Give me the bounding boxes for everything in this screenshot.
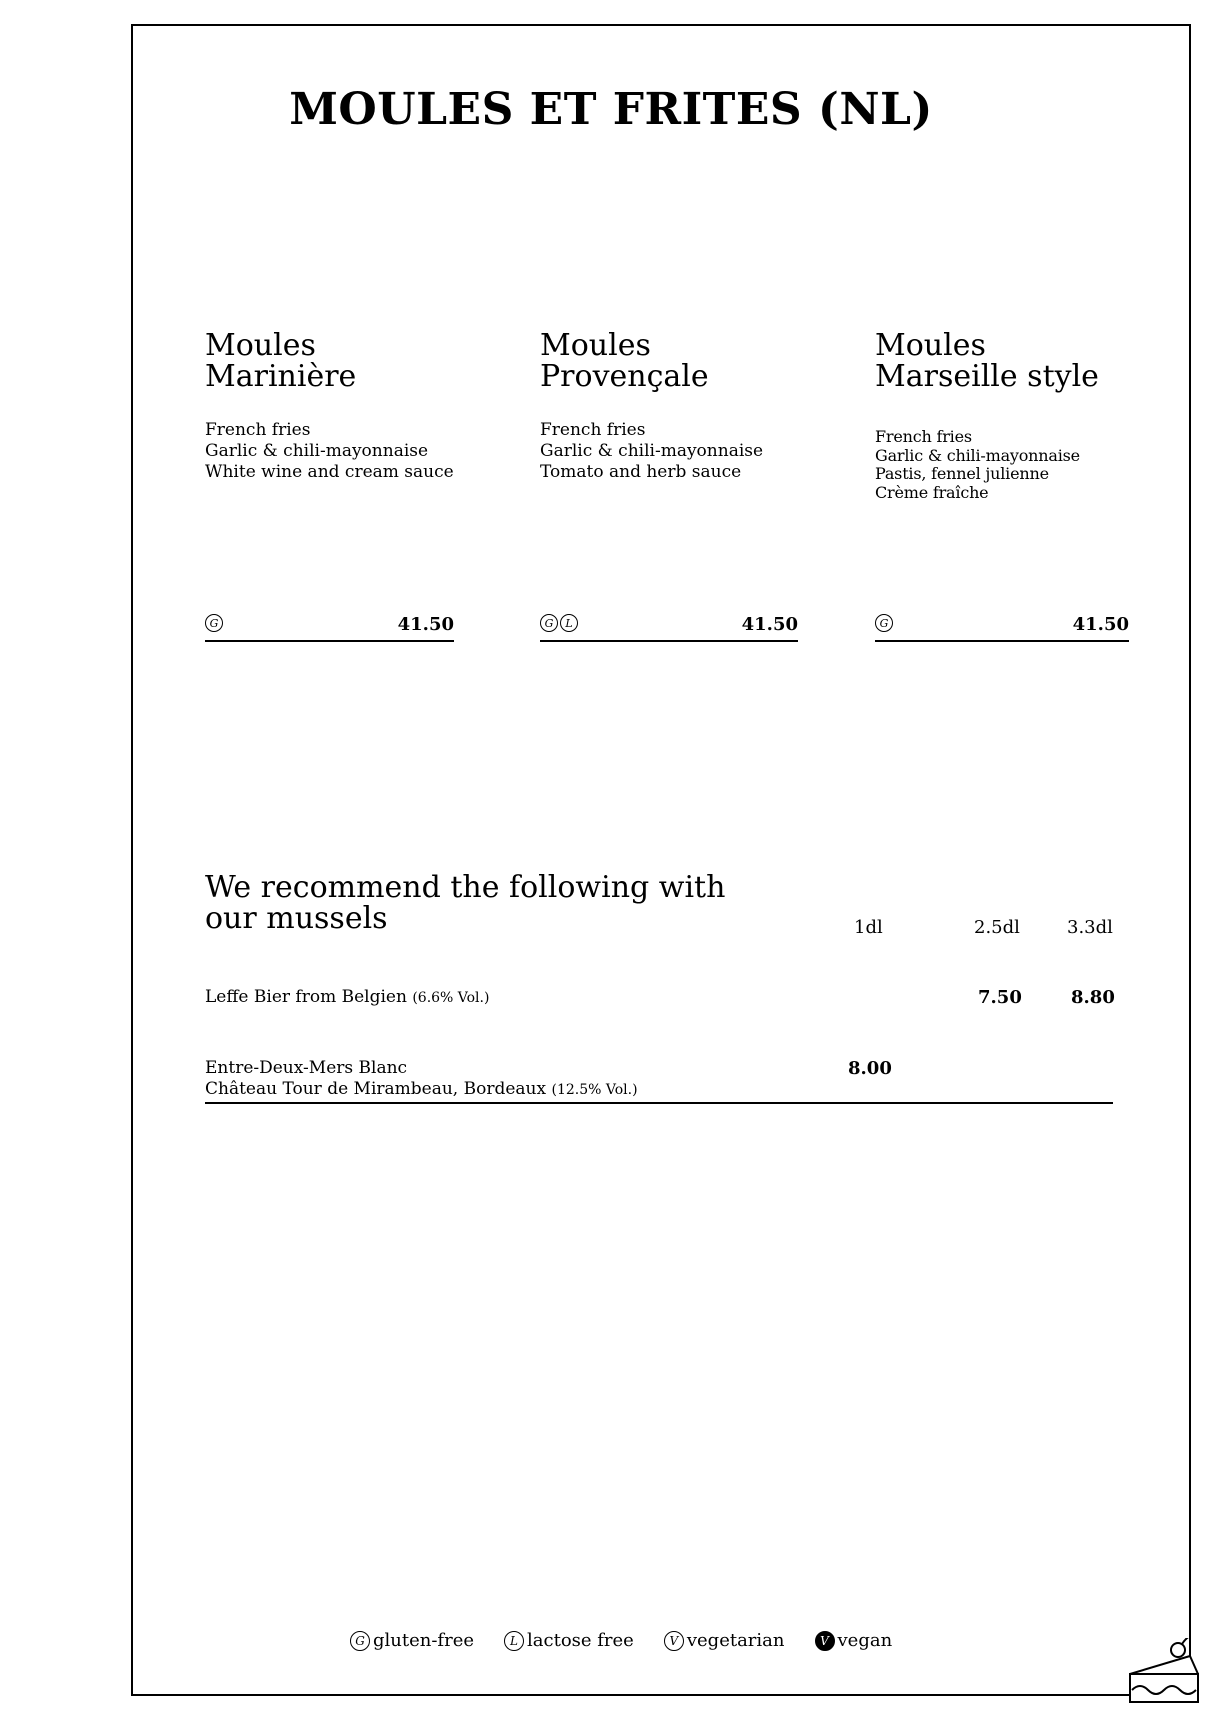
divider [205,1102,1113,1104]
recommendation-heading: We recommend the following with our mussels [205,870,726,936]
drink-leffe: Leffe Bier from Belgien (6.6% Vol.) [205,987,490,1007]
dish-description: French fries Garlic & chili-mayonnaise Tomato and herb sauce [540,420,764,482]
drink-price: 7.50 [978,987,1022,1008]
cake-slice-icon [1126,1638,1202,1706]
page-title: MOULES ET FRITES (NL) [289,84,933,135]
allergen-legend [350,1630,922,1651]
dish-description: French fries Garlic & chili-mayonnaise White wine and cream sauce [205,420,454,482]
drink-price: 8.80 [1071,987,1115,1008]
dish-marseille [875,330,1127,502]
dish-name: Moules Marseille style [875,328,1099,394]
dish-provencale [540,330,792,483]
vegan-icon: V [815,1631,835,1651]
gluten-free-icon: G [350,1631,370,1651]
drink-price: 8.00 [848,1058,892,1079]
dish-price: 41.50 [397,614,454,635]
gluten-free-icon: G [875,614,893,632]
legend-item-vegetarian: V vegetarian [664,1630,785,1651]
dish-price: 41.50 [1072,614,1129,635]
menu-frame [131,24,1191,1696]
legend-item-lactose-free: L lactose free [504,1630,634,1651]
lactose-free-icon: L [560,614,578,632]
column-header-2-5dl: 2.5dl [974,917,1020,938]
gluten-free-icon: G [205,614,223,632]
column-header-1dl: 1dl [854,917,883,938]
lactose-free-icon: L [504,1631,524,1651]
vegetarian-icon: V [664,1631,684,1651]
gluten-free-icon: G [540,614,558,632]
dish-name: Moules Marinière [205,328,357,394]
dish-price-line [875,612,1129,642]
dish-price: 41.50 [741,614,798,635]
dish-name: Moules Provençale [540,328,709,394]
column-header-3-3dl: 3.3dl [1067,917,1113,938]
dish-mariniere [205,330,457,483]
dish-price-line [205,612,454,642]
dish-price-line [540,612,798,642]
dish-description: French fries Garlic & chili-mayonnaise Pastis, fennel julienne Crème fraîche [875,427,1080,502]
legend-item-vegan: V vegan [815,1630,893,1651]
legend-item-gluten-free: G gluten-free [350,1630,474,1651]
drink-entre-deux-mers: Entre-Deux-Mers Blanc Château Tour de Mirambeau, Bordeaux (12.5% Vol.) [205,1058,638,1099]
